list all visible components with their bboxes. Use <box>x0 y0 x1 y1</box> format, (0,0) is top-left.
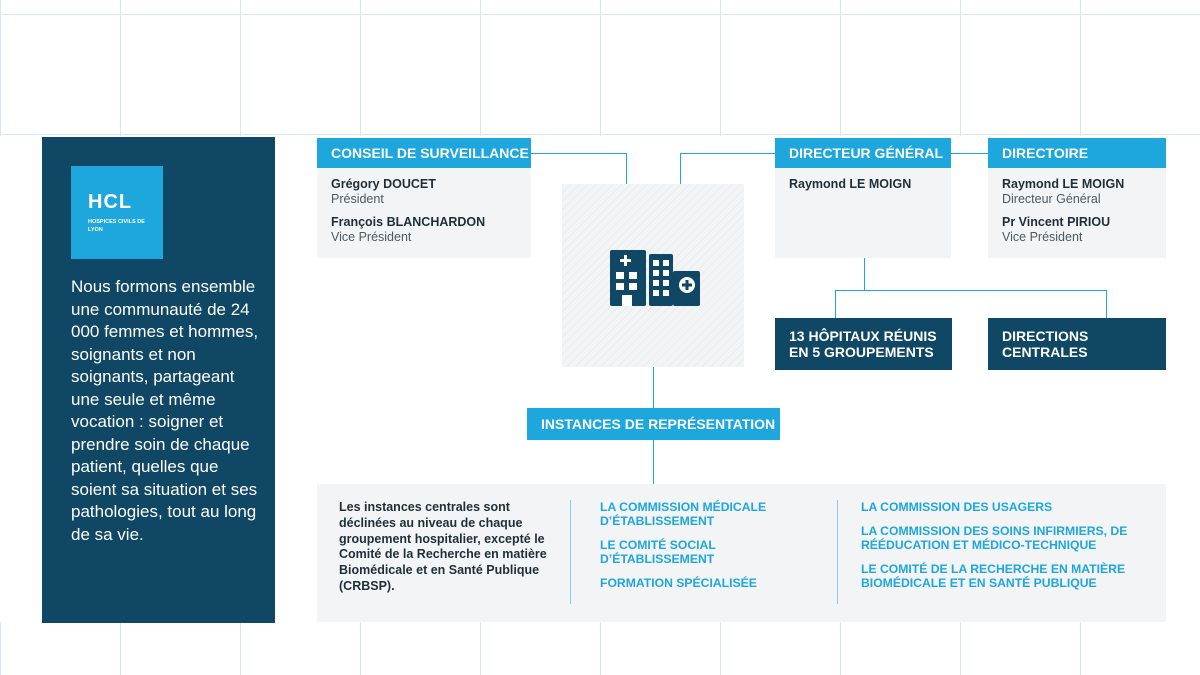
column-divider <box>837 500 838 604</box>
person-name: Raymond LE MOIGN <box>1002 177 1125 191</box>
connector-line <box>835 290 1107 291</box>
column-divider <box>570 500 571 604</box>
instance-item: LA COMMISSION DES USAGERS <box>861 500 1053 514</box>
hopitaux-line2: EN 5 GROUPEMENTS <box>789 344 934 360</box>
logo-main-text: HCL <box>88 191 133 213</box>
mission-statement: Nous formons ensemble une communauté de 24 000 femmes et hommes, soignants et non soignants, partageant une seule et même vocation : soigner et prendre soin de chaque patient, quelles que soient sa situation et ses pathologies, tout au long de sa vie. <box>71 277 259 544</box>
connector-line <box>680 153 681 184</box>
person-role: Vice Président <box>1002 230 1083 244</box>
instance-item: FORMATION SPÉCIALISÉE <box>600 576 757 590</box>
directions-line2: CENTRALES <box>1002 344 1088 360</box>
logo-sub-text: HOSPICES CIVILS DE LYON <box>88 219 145 233</box>
connector-line <box>1106 290 1107 318</box>
instance-item: LE COMITÉ SOCIAL D’ÉTABLISSEMENT <box>600 538 716 566</box>
directions-line1: DIRECTIONS <box>1002 328 1089 344</box>
hcl-logo <box>71 166 163 259</box>
sidebar-panel <box>42 137 275 623</box>
instances-column-2 <box>600 500 830 600</box>
person-role: Vice Président <box>331 230 412 244</box>
hopitaux-line1: 13 HÔPITAUX RÉUNIS <box>789 328 937 344</box>
directeur-header: DIRECTEUR GÉNÉRAL <box>775 138 951 168</box>
person-name: François BLANCHARDON <box>331 215 486 229</box>
hospital-illustration-box <box>562 184 744 367</box>
directoire-card <box>988 168 1166 258</box>
person-name: Grégory DOUCET <box>331 177 436 191</box>
person-role: Directeur Général <box>1002 192 1101 206</box>
instance-item: LE COMITÉ DE LA RECHERCHE EN MATIÈRE BIOMÉDICALE ET EN SANTÉ PUBLIQUE <box>861 562 1126 590</box>
connector-line <box>626 153 627 184</box>
directions-box <box>988 318 1166 370</box>
instance-item: LA COMMISSION MÉDICALE D’ÉTABLISSEMENT <box>600 500 767 528</box>
connector-line <box>680 153 775 154</box>
person-role: Président <box>331 192 384 206</box>
connector-line <box>864 258 865 291</box>
instances-panel <box>317 484 1166 622</box>
instances-description: Les instances centrales sont déclinées au niveau de chaque groupement hospitalier, excepté le Comité de la Recherche en matière Biomédicale et en Santé Publique (CRBSP). <box>339 500 547 593</box>
conseil-card <box>317 168 531 258</box>
directeur-card <box>775 168 951 258</box>
person-name: Pr Vincent PIRIOU <box>1002 215 1111 229</box>
connector-line <box>653 440 654 484</box>
connector-line <box>951 153 988 154</box>
directoire-header: DIRECTOIRE <box>988 138 1166 168</box>
hospital-buildings-icon <box>562 184 744 367</box>
instances-header: INSTANCES DE REPRÉSENTATION <box>527 408 780 440</box>
conseil-header: CONSEIL DE SURVEILLANCE <box>317 138 531 168</box>
instance-item: LA COMMISSION DES SOINS INFIRMIERS, DE RÉÉDUCATION ET MÉDICO-TECHNIQUE <box>861 524 1128 552</box>
connector-line <box>531 153 627 154</box>
connector-line <box>835 290 836 318</box>
instances-column-3 <box>861 500 1151 600</box>
hopitaux-box <box>775 318 952 370</box>
connector-line <box>653 367 654 408</box>
person-name: Raymond LE MOIGN <box>789 177 912 191</box>
